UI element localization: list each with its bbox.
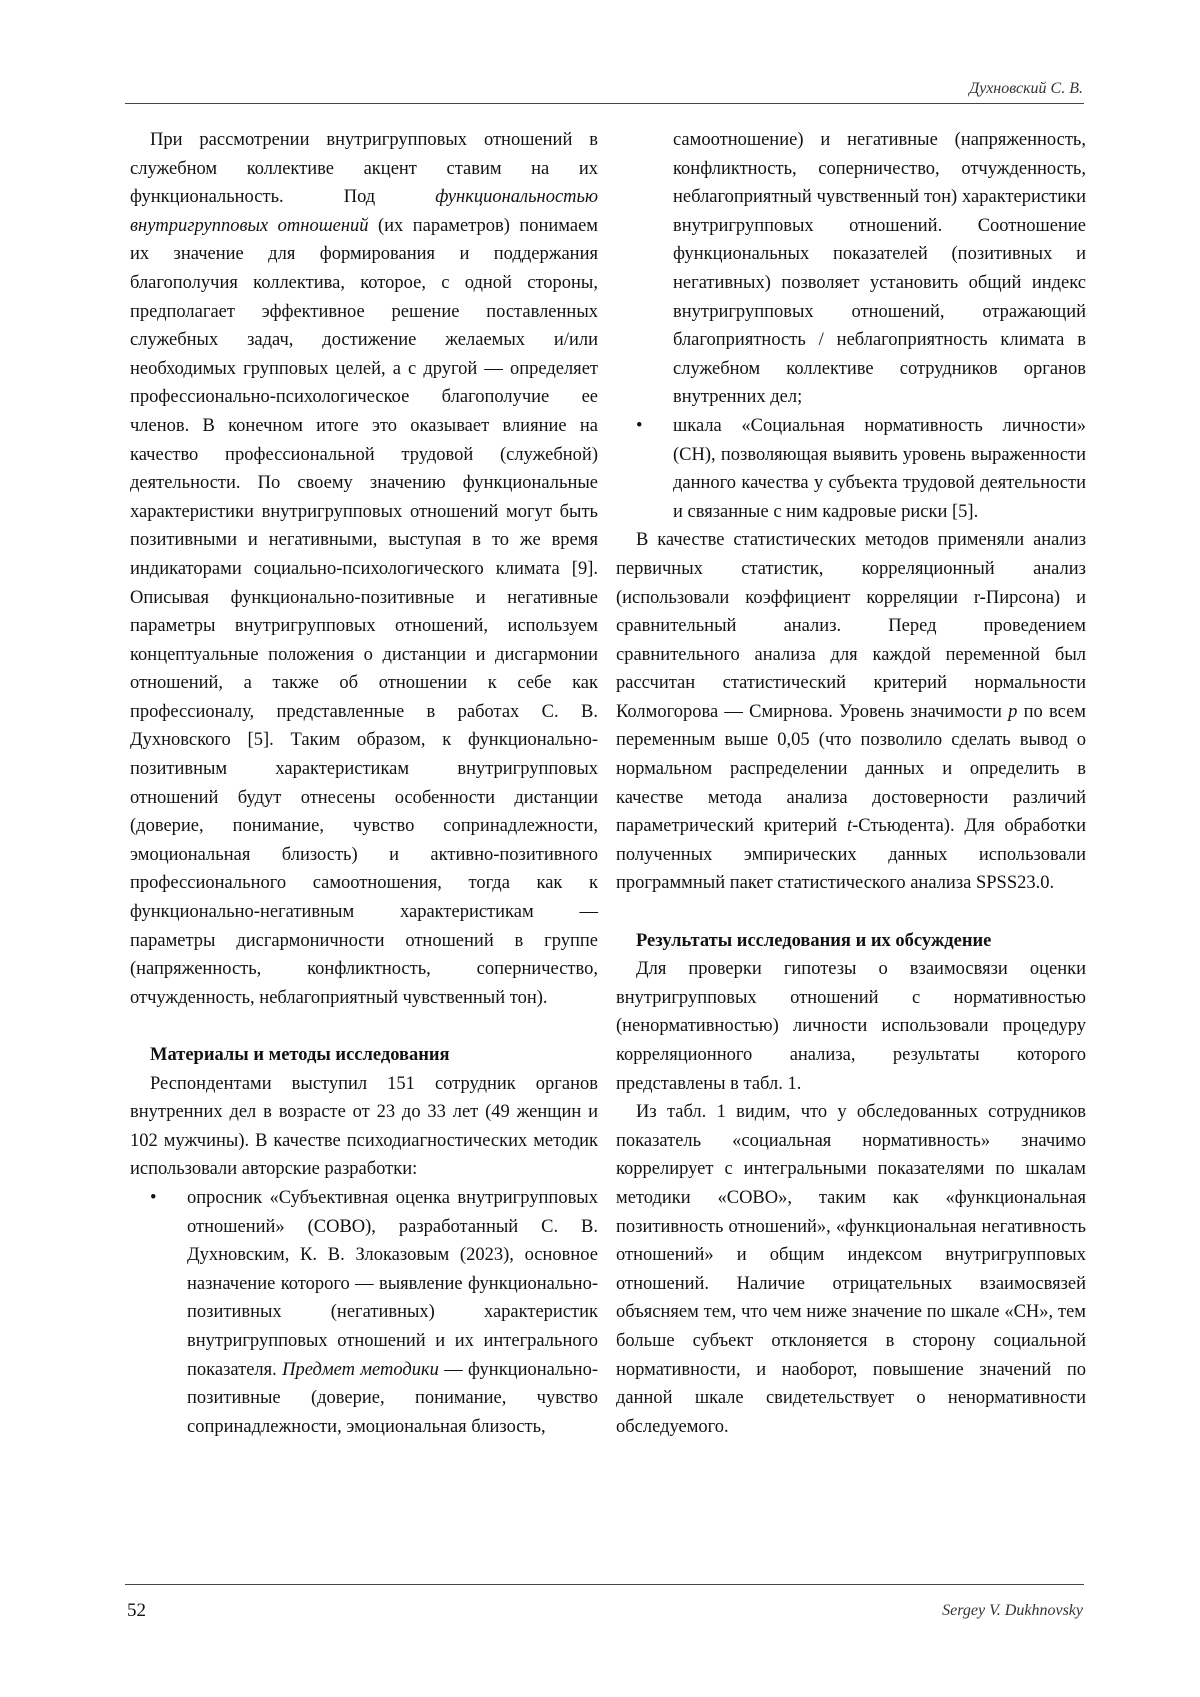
- paragraph-intro: [130, 126, 598, 1012]
- spacer: [616, 898, 1086, 927]
- running-head-author: Духновский С. В.: [969, 80, 1083, 97]
- section-heading-methods: Материалы и методы исследования: [150, 1045, 450, 1065]
- list-item-text: самоотношение) и негативные (напряженность, конфликтность, соперничество, отчужденность, неблагоприятный чувственный тон) характеристики внутригрупповых отношений. Соотношение функциональных показателей (позитивных и негативных) позволяет установить общий индекс внутригрупповых отношений, отражающий благоприятность / неблагоприятность климата в служебном коллективе сотрудников органов внутренних дел;: [673, 130, 1086, 408]
- paragraph-text: по всем переменным выше 0,05 (что позволило сделать вывод о нормальном распределении данных и определить в качестве метода анализа достоверности различий параметрический критерий: [616, 701, 1086, 837]
- spacer: [130, 1012, 598, 1041]
- footer-rule: [125, 1584, 1084, 1585]
- running-foot-author: Sergey V. Dukhnovsky: [942, 1602, 1083, 1619]
- list-item: [616, 412, 1086, 526]
- section-heading-results: Результаты исследования и их обсуждение: [636, 930, 992, 951]
- list-item-text: [187, 1184, 598, 1441]
- bullet-marker: •: [636, 415, 643, 436]
- paragraph-text: При рассмотрении внутригрупповых отношений в служебном коллективе акцент ставим на их функциональность. Под: [130, 130, 598, 208]
- list-item-continued: [616, 126, 1086, 412]
- right-column: [616, 126, 1086, 1441]
- header-rule: [125, 103, 1084, 104]
- paragraph-table-discussion: Из табл. 1 видим, что у обследованных сотрудников показатель «социальная нормативность» значимо коррелирует с интегральными показателями по шкалам методики «СОВО», таким как «функциональная позитивность отношений», «функциональная негативность отношений» и общим индексом внутригрупповых отношений. Наличие отрицательных взаимосвязей объясняем тем, что чем ниже значение по шкале «СН», тем больше субъект отклоняется в сторону социальной нормативности, и наоборот, повышение значений по данной шкале свидетельствует о ненормативности обследуемого.: [616, 1102, 1086, 1437]
- term-emphasis: функциональностью внутригрупповых отношений: [130, 187, 598, 236]
- page-number: 52: [127, 1600, 146, 1621]
- paragraph-statistics: [616, 526, 1086, 898]
- term-emphasis: Предмет методики: [282, 1359, 439, 1380]
- paragraph-hypothesis: Для проверки гипотезы о взаимосвязи оценки внутригрупповых отношений с нормативностью (ненормативностью) личности использовали процедуру корреляционного анализа, результаты которого представлены в табл. 1.: [616, 959, 1086, 1094]
- paragraph-text: -Стьюдента). Для обработки полученных эмпирических данных использовали программный пакет статистического анализа SPSS23.0.: [616, 816, 1086, 894]
- list-item-text: шкала «Социальная нормативность личности» (СН), позволяющая выявить уровень выраженности данного качества у субъекта трудовой деятельности и связанные с ним кадровые риски [5].: [673, 415, 1086, 522]
- left-column: [130, 126, 598, 1441]
- paragraph-text: В качестве статистических методов применяли анализ первичных статистик, корреляционный анализ (использовали коэффициент корреляции r-Пирсона) и сравнительный анализ. Перед проведением сравнительного анализа для каждой переменной был рассчитан статистический критерий нормальности Колмогорова — Смирнова. Уровень значимости: [616, 530, 1086, 722]
- list-item: [130, 1184, 598, 1441]
- paragraph-text: (их параметров) понимаем их значение для формирования и поддержания благополучия коллектива, которое, с одной стороны, предполагает эффективное решение поставленных служебных задач, достижение желаемых и/или необходимых групповых целей, а с другой — определяет профессионально-психологическое благополучие ее членов. В конечном итоге это оказывает влияние на качество профессиональной трудовой (служебной) деятельности. По своему значению функциональные характеристики внутригрупповых отношений могут быть позитивными и негативными, выступая в то же время индикаторами социально-психологического климата [9]. Описывая функционально-позитивные и негативные параметры внутригрупповых отношений, используем концептуальные положения о дистанции и дисгармонии отношений, а также об отношении к себе как профессионалу, представленные в работах С. В. Духновского [5]. Таким образом, к функционально-позитивным характеристикам внутригрупповых отношений будут отнесены особенности дистанции (доверие, понимание, чувство сопринадлежности, эмоциональная близость) и активно-позитивного профессионального самоотношения, тогда как к функционально-негативным характеристикам — параметры дисгармоничности отношений в группе (напряженность, конфликтность, соперничество, отчужденность, неблагоприятный чувственный тон).: [130, 215, 598, 1008]
- paragraph-respondents: Респондентами выступил 151 сотрудник органов внутренних дел в возрасте от 23 до 33 лет (49 женщин и 102 мужчины). В качестве психодиагностических методик использовали авторские разработки:: [130, 1073, 598, 1180]
- term-emphasis: p: [1008, 701, 1018, 722]
- term-emphasis: t: [846, 816, 853, 837]
- paragraph-text: — функционально-позитивные (доверие, понимание, чувство сопринадлежности, эмоциональная близость,: [187, 1359, 598, 1437]
- bullet-marker: •: [150, 1187, 157, 1208]
- paragraph-text: опросник «Субъективная оценка внутригрупповых отношений» (СОВО), разработанный С. В. Духновским, К. В. Злоказовым (2023), основное назначение которого — выявление функционально-позитивных (негативных) характеристик внутригрупповых отношений и их интегрального показателя.: [187, 1187, 598, 1380]
